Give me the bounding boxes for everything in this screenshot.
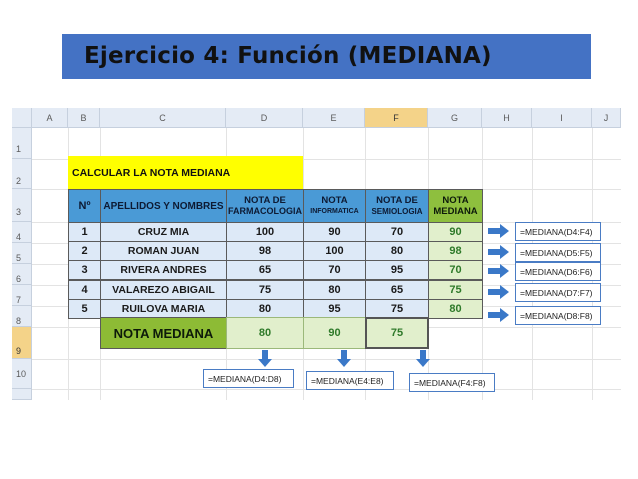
cell-number[interactable]: 2 xyxy=(68,241,101,261)
row-header-3[interactable]: 3 xyxy=(12,189,32,222)
arrow-down-icon xyxy=(337,350,351,368)
header-informatica[interactable] xyxy=(303,189,366,223)
cell-name[interactable]: ROMAN JUAN xyxy=(100,241,227,261)
cell-name[interactable]: VALAREZO ABIGAIL xyxy=(100,280,227,300)
column-header-f[interactable]: F xyxy=(365,108,428,128)
arrow-right-icon xyxy=(488,285,510,299)
arrow-down-icon xyxy=(258,350,272,368)
header-mediana[interactable] xyxy=(428,189,483,223)
formula-row: =MEDIANA(D4:F4) xyxy=(515,222,601,241)
cell-name[interactable]: RUILOVA MARIA xyxy=(100,299,227,319)
row-header-5[interactable]: 5 xyxy=(12,243,32,264)
header-name[interactable]: APELLIDOS Y NOMBRES xyxy=(100,189,227,223)
header-farmacologia-line2: FARMACOLOGIA xyxy=(228,206,302,216)
column-header-j[interactable]: J xyxy=(592,108,621,128)
formula-row: =MEDIANA(D6:F6) xyxy=(515,262,601,281)
formula-median-f: =MEDIANA(F4:F8) xyxy=(409,373,495,392)
header-farmacologia-line1: NOTA DE xyxy=(244,195,286,206)
cell-semiologia[interactable]: 80 xyxy=(365,241,429,261)
cell-semiologia[interactable]: 75 xyxy=(365,299,429,319)
cell-semiologia[interactable]: 65 xyxy=(365,280,429,300)
select-all-corner[interactable] xyxy=(12,108,32,128)
header-informatica-line2: INFORMATICA xyxy=(310,208,359,215)
column-header-d[interactable]: D xyxy=(226,108,303,128)
cell-farmacologia[interactable]: 80 xyxy=(226,299,304,319)
cell-name[interactable]: CRUZ MIA xyxy=(100,222,227,242)
header-informatica-line1: NOTA xyxy=(321,195,348,206)
header-semiologia-line2: SEMIOLOGIA xyxy=(371,207,423,216)
cell-informatica[interactable]: 95 xyxy=(303,299,366,319)
arrow-down-icon xyxy=(416,350,430,368)
median-cell-e[interactable]: 90 xyxy=(303,317,366,349)
cell-number[interactable]: 5 xyxy=(68,299,101,319)
cell-informatica[interactable]: 100 xyxy=(303,241,366,261)
column-header-e[interactable]: E xyxy=(303,108,365,128)
cell-mediana[interactable]: 90 xyxy=(428,222,483,242)
cell-mediana[interactable]: 98 xyxy=(428,241,483,261)
cell-mediana[interactable]: 75 xyxy=(428,280,483,300)
header-farmacologia[interactable] xyxy=(226,189,304,223)
formula-row: =MEDIANA(D8:F8) xyxy=(515,306,601,325)
cell-name[interactable]: RIVERA ANDRES xyxy=(100,260,227,280)
cell-farmacologia[interactable]: 98 xyxy=(226,241,304,261)
formula-median-e: =MEDIANA(E4:E8) xyxy=(306,371,394,390)
formula-row: =MEDIANA(D5:F5) xyxy=(515,243,601,262)
slide-title: Ejercicio 4: Función (MEDIANA) xyxy=(62,34,591,79)
arrow-right-icon xyxy=(488,308,510,322)
formula-median-d: =MEDIANA(D4:D8) xyxy=(203,369,294,388)
header-semiologia[interactable] xyxy=(365,189,429,223)
column-header-c[interactable]: C xyxy=(100,108,226,128)
cell-mediana[interactable]: 80 xyxy=(428,299,483,319)
row-header-11[interactable] xyxy=(12,389,32,400)
arrow-right-icon xyxy=(488,264,510,278)
median-cell-f[interactable]: 75 xyxy=(365,317,429,349)
cell-farmacologia[interactable]: 65 xyxy=(226,260,304,280)
row-header-2[interactable]: 2 xyxy=(12,159,32,189)
column-header-a[interactable]: A xyxy=(32,108,68,128)
median-row-label[interactable]: NOTA MEDIANA xyxy=(100,317,227,349)
row-header-8[interactable]: 8 xyxy=(12,306,32,327)
row-header-6[interactable]: 6 xyxy=(12,264,32,285)
row-header-9[interactable]: 9 xyxy=(12,327,32,359)
cell-semiologia[interactable]: 95 xyxy=(365,260,429,280)
cell-semiologia[interactable]: 70 xyxy=(365,222,429,242)
arrow-right-icon xyxy=(488,224,510,238)
row-header-1[interactable]: 1 xyxy=(12,128,32,159)
cell-farmacologia[interactable]: 100 xyxy=(226,222,304,242)
row-header-10[interactable]: 10 xyxy=(12,359,32,389)
header-mediana-line2: MEDIANA xyxy=(433,206,478,217)
row-header-7[interactable]: 7 xyxy=(12,285,32,306)
formula-row: =MEDIANA(D7:F7) xyxy=(515,283,601,302)
column-header-i[interactable]: I xyxy=(532,108,592,128)
column-header-g[interactable]: G xyxy=(428,108,482,128)
row-header-4[interactable]: 4 xyxy=(12,222,32,243)
header-number[interactable]: Nº xyxy=(68,189,101,223)
header-mediana-line1: NOTA xyxy=(442,195,469,206)
cell-informatica[interactable]: 80 xyxy=(303,280,366,300)
cell-informatica[interactable]: 70 xyxy=(303,260,366,280)
cell-informatica[interactable]: 90 xyxy=(303,222,366,242)
cell-number[interactable]: 4 xyxy=(68,280,101,300)
sheet-title-cell[interactable]: CALCULAR LA NOTA MEDIANA xyxy=(68,156,303,189)
header-semiologia-line1: NOTA DE xyxy=(376,195,418,206)
spreadsheet xyxy=(12,108,621,400)
cell-number[interactable]: 1 xyxy=(68,222,101,242)
cell-number[interactable]: 3 xyxy=(68,260,101,280)
cell-mediana[interactable]: 70 xyxy=(428,260,483,280)
median-cell-d[interactable]: 80 xyxy=(226,317,304,349)
column-header-b[interactable]: B xyxy=(68,108,100,128)
arrow-right-icon xyxy=(488,245,510,259)
cell-farmacologia[interactable]: 75 xyxy=(226,280,304,300)
column-header-h[interactable]: H xyxy=(482,108,532,128)
